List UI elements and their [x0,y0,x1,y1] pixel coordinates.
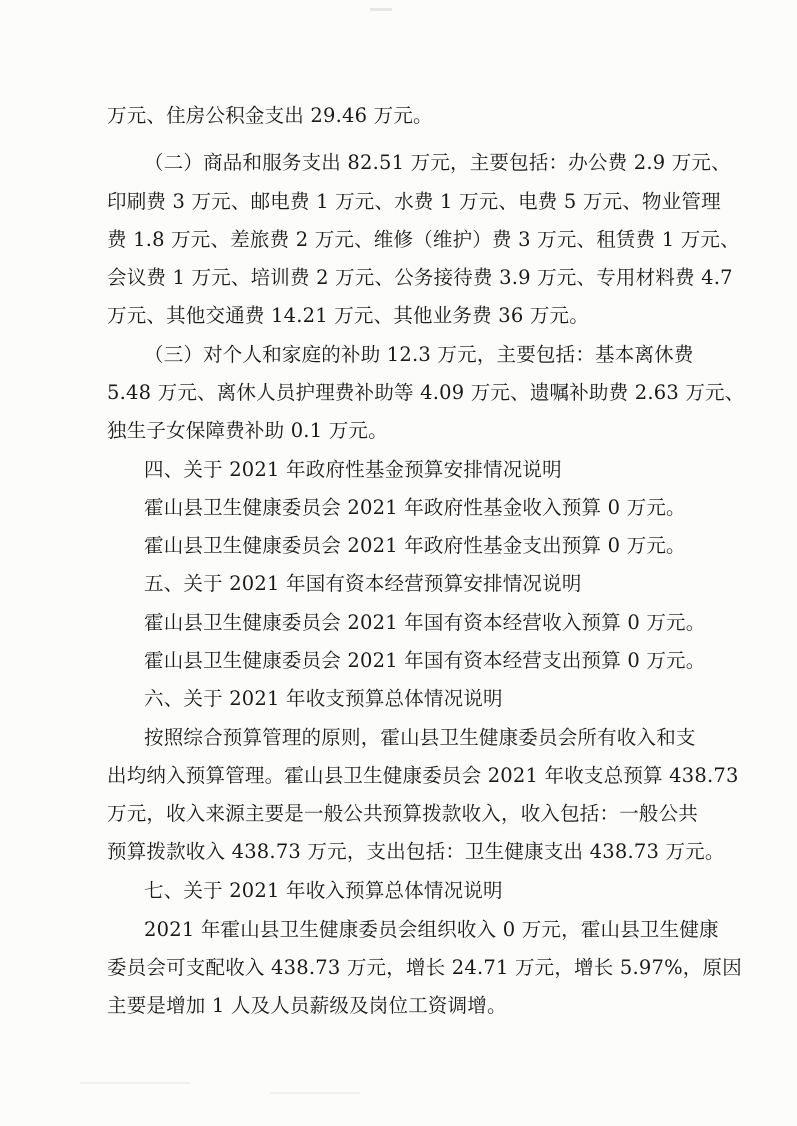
paragraph-line: 霍山县卫生健康委员会 2021 年政府性基金支出预算 0 万元。 [144,534,686,557]
section-heading: 四、关于 2021 年政府性基金预算安排情况说明 [144,458,562,481]
paragraph-line: 预算拨款收入 438.73 万元，支出包括：卫生健康支出 438.73 万元。 [107,840,725,863]
scan-artifact [80,1082,190,1084]
paragraph-line: 霍山县卫生健康委员会 2021 年国有资本经营收入预算 0 万元。 [144,611,706,634]
paragraph-line: 主要是增加 1 人及人员薪级及岗位工资调增。 [107,994,507,1017]
section-heading: 六、关于 2021 年收支预算总体情况说明 [144,687,503,710]
paragraph-line: （三）对个人和家庭的补助 12.3 万元，主要包括：基本离休费 [144,343,694,366]
scan-artifact [370,8,392,11]
paragraph-line: 费 1.8 万元、差旅费 2 万元、维修（维护）费 3 万元、租赁费 1 万元、 [107,228,740,251]
section-heading: 五、关于 2021 年国有资本经营预算安排情况说明 [144,572,582,595]
paragraph-line: （二）商品和服务支出 82.51 万元，主要包括：办公费 2.9 万元、 [144,151,731,174]
paragraph-line: 霍山县卫生健康委员会 2021 年政府性基金收入预算 0 万元。 [144,496,686,519]
paragraph-line: 会议费 1 万元、培训费 2 万元、公务接待费 3.9 万元、专用材料费 4.7 [107,266,733,289]
paragraph-line: 2021 年霍山县卫生健康委员会组织收入 0 万元，霍山县卫生健康 [144,918,719,941]
paragraph-line: 万元，收入来源主要是一般公共预算拨款收入，收入包括：一般公共 [107,802,699,825]
paragraph-line: 万元、其他交通费 14.21 万元、其他业务费 36 万元。 [107,304,589,327]
paragraph-line: 霍山县卫生健康委员会 2021 年国有资本经营支出预算 0 万元。 [144,649,706,672]
paragraph-line: 委员会可支配收入 438.73 万元，增长 24.71 万元，增长 5.97%，原因 [107,956,742,979]
paragraph-line: 5.48 万元、离休人员护理费补助等 4.09 万元、遗嘱补助费 2.63 万元、 [107,381,745,404]
paragraph-line: 印刷费 3 万元、邮电费 1 万元、水费 1 万元、电费 5 万元、物业管理 [107,190,721,213]
paragraph-line: 按照综合预算管理的原则，霍山县卫生健康委员会所有收入和支 [144,726,696,749]
section-heading: 七、关于 2021 年收入预算总体情况说明 [144,879,503,902]
paragraph-line: 万元、住房公积金支出 29.46 万元。 [107,104,433,127]
scan-artifact [270,1092,360,1094]
paragraph-line: 出均纳入预算管理。霍山县卫生健康委员会 2021 年收支总预算 438.73 [107,764,739,787]
paragraph-line: 独生子女保障费补助 0.1 万元。 [107,419,388,442]
